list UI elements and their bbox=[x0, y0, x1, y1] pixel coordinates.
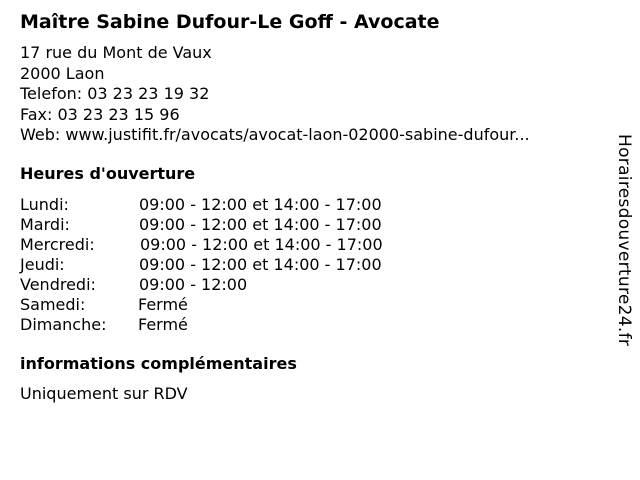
day-label: Lundi: bbox=[20, 195, 69, 214]
opening-hours-heading: Heures d'ouverture bbox=[20, 164, 196, 183]
day-label: Samedi: bbox=[20, 295, 86, 314]
time-value: Fermé bbox=[138, 295, 188, 314]
city-address: 2000 Laon bbox=[20, 63, 105, 83]
fax-number: Fax: 03 23 23 15 96 bbox=[20, 104, 180, 124]
time-value: 09:00 - 12:00 et 14:00 - 17:00 bbox=[140, 235, 383, 254]
time-value: 09:00 - 12:00 et 14:00 - 17:00 bbox=[139, 215, 382, 234]
contact-block bbox=[20, 43, 530, 146]
phone-number[interactable]: Telefon: 03 23 23 19 32 bbox=[20, 84, 210, 103]
page-title: Maître Sabine Dufour-Le Goff - Avocate bbox=[20, 11, 440, 33]
day-label: Jeudi: bbox=[20, 255, 65, 274]
time-value: 09:00 - 12:00 et 14:00 - 17:00 bbox=[139, 195, 382, 214]
day-label: Dimanche: bbox=[20, 315, 107, 334]
day-label: Mardi: bbox=[20, 215, 70, 234]
website-link[interactable]: Web: www.justifit.fr/avocats/avocat-laon-02000-sabine-dufour... bbox=[20, 125, 530, 144]
brand-watermark bbox=[611, 135, 637, 345]
time-value: 09:00 - 12:00 et 14:00 - 17:00 bbox=[139, 255, 382, 274]
street-address: 17 rue du Mont de Vaux bbox=[20, 43, 212, 62]
day-label: Mercredi: bbox=[20, 235, 95, 254]
brand-text: Horairesdouverture24.fr bbox=[614, 133, 634, 347]
additional-info-text: Uniquement sur RDV bbox=[20, 384, 188, 403]
time-value: 09:00 - 12:00 bbox=[139, 275, 248, 294]
additional-info-heading: informations complémentaires bbox=[20, 354, 297, 373]
day-label: Vendredi: bbox=[20, 275, 96, 294]
time-value: Fermé bbox=[138, 315, 188, 334]
